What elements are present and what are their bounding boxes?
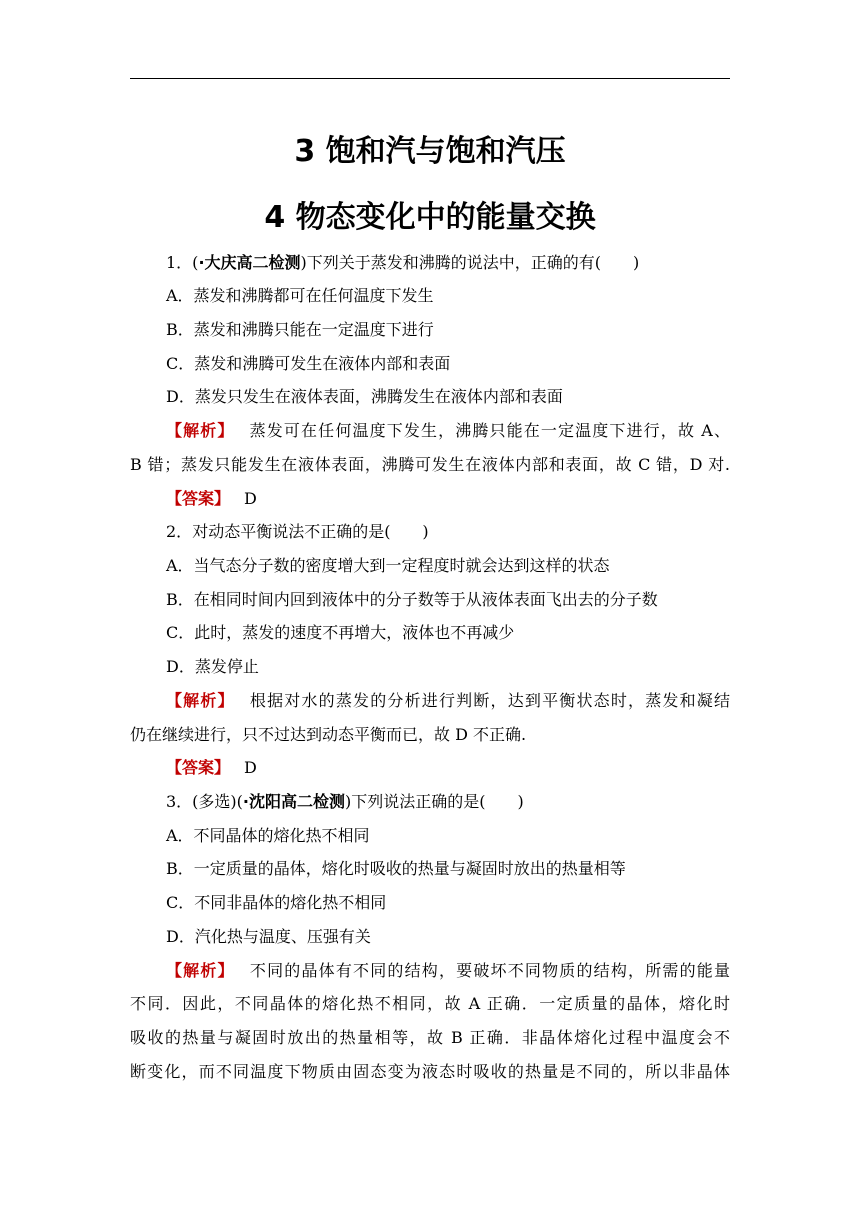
question-2-analysis-line-2: 仍在继续进行，只不过达到动态平衡而已，故 D 不正确.: [130, 725, 527, 744]
question-3-option-d: D．汽化热与温度、压强有关: [166, 927, 371, 946]
page-title-line-1: 3 饱和汽与饱和汽压: [294, 134, 566, 169]
answer-label: 【答案】: [166, 489, 231, 508]
question-3-analysis-line-1: 【解析】 不同的晶体有不同的结构，要破坏不同物质的结构，所需的能量: [166, 961, 730, 980]
question-2-option-d: D．蒸发停止: [166, 657, 259, 676]
question-1-stem: 1．(·大庆高二检测)下列关于蒸发和沸腾的说法中，正确的有( ): [166, 253, 640, 272]
question-2-option-a: A．当气态分子数的密度增大到一定程度时就会达到这样的状态: [166, 556, 610, 575]
question-2-option-c: C．此时，蒸发的速度不再增大，液体也不再减少: [166, 623, 515, 642]
analysis-label: 【解析】: [166, 421, 235, 440]
question-1-option-b: B．蒸发和沸腾只能在一定温度下进行: [166, 320, 434, 339]
question-2-answer: 【答案】 D: [166, 758, 257, 777]
question-2-option-b: B．在相同时间内回到液体中的分子数等于从液体表面飞出去的分子数: [166, 590, 658, 609]
question-3-option-b: B．一定质量的晶体，熔化时吸收的热量与凝固时放出的热量相等: [166, 859, 626, 878]
question-1-source: ·大庆高二检测: [198, 253, 301, 272]
question-1-analysis-line-1: 【解析】 蒸发可在任何温度下发生，沸腾只能在一定温度下进行，故 A、: [166, 421, 730, 440]
header-rule: [130, 78, 730, 79]
question-3-source: ·沈阳高二检测: [242, 792, 346, 811]
question-3-option-c: C．不同非晶体的熔化热不相同: [166, 893, 387, 912]
page-title-line-2: 4 物态变化中的能量交换: [264, 200, 596, 235]
question-3-analysis-line-2: 不同．因此，不同晶体的熔化热不相同，故 A 正确．一定质量的晶体，熔化时: [130, 994, 730, 1013]
question-1-option-d: D．蒸发只发生在液体表面，沸腾发生在液体内部和表面: [166, 387, 563, 406]
question-3-stem: 3．(多选)(·沈阳高二检测)下列说法正确的是( ): [166, 792, 524, 811]
analysis-label: 【解析】: [166, 691, 235, 710]
question-3-analysis-line-4: 断变化，而不同温度下物质由固态变为液态时吸收的热量是不同的，所以非晶体: [130, 1062, 730, 1081]
analysis-label: 【解析】: [166, 961, 235, 980]
answer-label: 【答案】: [166, 758, 231, 777]
question-1-answer: 【答案】 D: [166, 489, 257, 508]
question-3-option-a: A．不同晶体的熔化热不相同: [166, 826, 370, 845]
question-1-analysis-line-2: B 错；蒸发只能发生在液体表面，沸腾可发生在液体内部和表面，故 C 错，D 对.: [130, 455, 730, 474]
question-2-analysis-line-1: 【解析】 根据对水的蒸发的分析进行判断，达到平衡状态时，蒸发和凝结: [166, 691, 730, 710]
question-1-option-a: A．蒸发和沸腾都可在任何温度下发生: [166, 286, 434, 305]
question-1-option-c: C．蒸发和沸腾可发生在液体内部和表面: [166, 354, 451, 373]
question-2-stem: 2．对动态平衡说法不正确的是( ): [166, 522, 429, 541]
question-3-analysis-line-3: 吸收的热量与凝固时放出的热量相等，故 B 正确．非晶体熔化过程中温度会不: [130, 1028, 730, 1047]
